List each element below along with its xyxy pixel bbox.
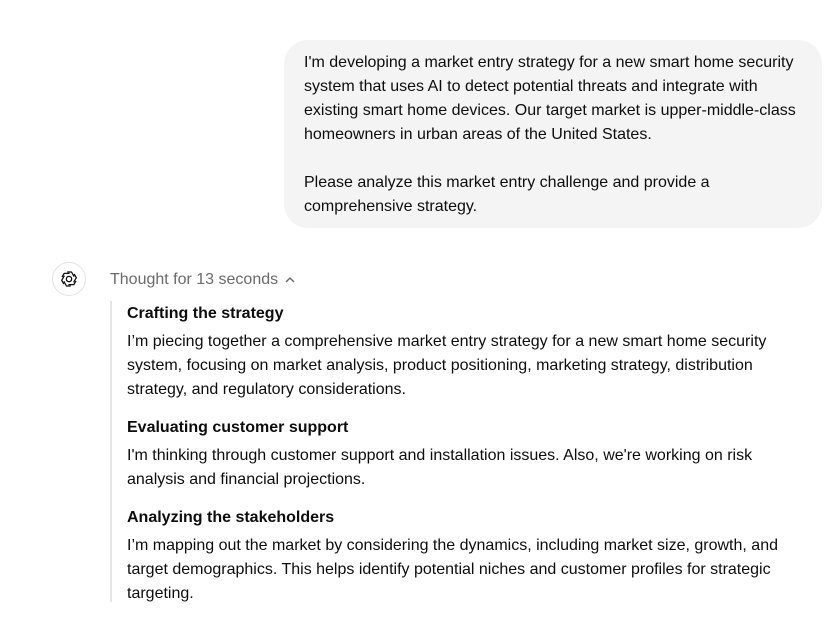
assistant-avatar <box>52 262 86 296</box>
thought-section-text: I’m mapping out the market by considering the dynamics, including market size, growth, and target demographics. This helps identify potential niches and customer profiles for strategic targeting. <box>127 537 778 602</box>
thought-section-title: Evaluating customer support <box>127 419 349 436</box>
thought-section <box>127 416 810 492</box>
thought-section-text: I’m piecing together a comprehensive market entry strategy for a new smart home security system, focusing on market analysis, product positioning, marketing strategy, distribution strategy, and regulatory considerations. <box>127 333 767 398</box>
thought-content <box>110 301 810 602</box>
thought-toggle[interactable] <box>110 269 296 291</box>
user-message-paragraph: Please analyze this market entry challenge and provide a comprehensive strategy. <box>304 174 710 215</box>
chevron-up-icon <box>284 274 296 286</box>
thought-section <box>127 506 810 606</box>
thought-section <box>127 302 810 402</box>
thought-section-text: I'm thinking through customer support and installation issues. Also, we're working on risk analysis and financial projections. <box>127 447 753 488</box>
openai-logo-icon <box>59 269 79 289</box>
thought-section-title: Analyzing the stakeholders <box>127 509 335 526</box>
thought-section-title: Crafting the strategy <box>127 305 284 322</box>
user-message-bubble <box>284 40 822 228</box>
user-message-paragraph: I'm developing a market entry strategy for a new smart home security system that uses AI to detect potential threats and integrate with existing smart home devices. Our target market is upper-middle-class homeowners in urban areas of the United States. <box>304 54 796 143</box>
thought-toggle-label: Thought for 13 seconds <box>110 271 279 288</box>
